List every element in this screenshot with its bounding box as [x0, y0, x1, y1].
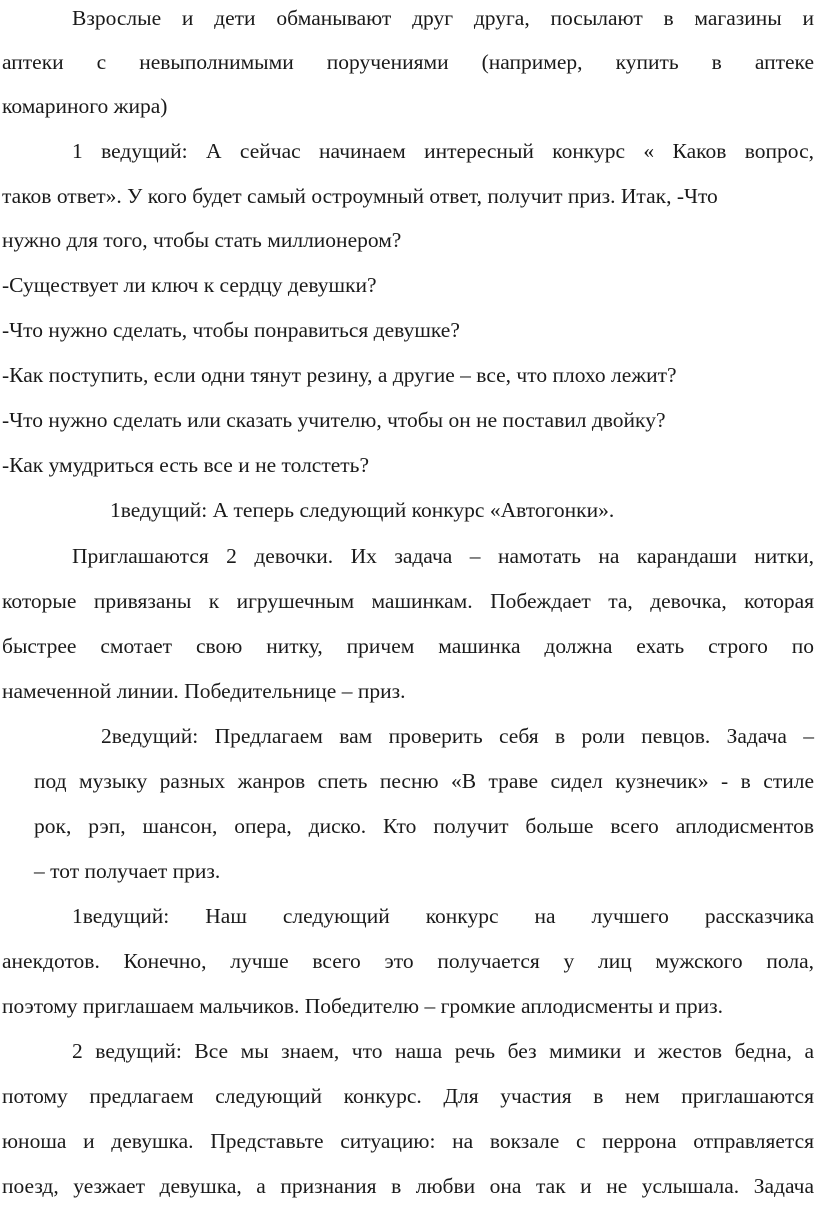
text-line: анекдотов. Конечно, лучше всего это получается у лиц мужского пола, [2, 949, 814, 973]
text-line: 1ведущий: А теперь следующий конкурс «Автогонки». [110, 498, 615, 522]
text-line: – тот получает приз. [34, 859, 221, 883]
text-line: 1 ведущий: А сейчас начинаем интересный конкурс « Каков вопрос, [72, 139, 814, 163]
text-line: юноша и девушка. Представьте ситуацию: на вокзале с перрона отправляется [2, 1129, 814, 1153]
text-line: быстрее смотает свою нитку, причем машинка должна ехать строго по [2, 634, 814, 658]
question-item: -Как поступить, если одни тянут резину, а другие – все, что плохо лежит? [2, 363, 677, 387]
text-line: аптеки с невыполнимыми поручениями (например, купить в аптеке [2, 50, 814, 74]
text-line: нужно для того, чтобы стать миллионером? [2, 228, 402, 252]
text-line: таков ответ». У кого будет самый остроумный ответ, получит приз. Итак, -Что [2, 184, 718, 208]
text-line: 2 ведущий: Все мы знаем, что наша речь без мимики и жестов бедна, а [72, 1039, 814, 1063]
question-item: -Что нужно сделать или сказать учителю, чтобы он не поставил двойку? [2, 408, 666, 432]
text-line: 2ведущий: Предлагаем вам проверить себя в роли певцов. Задача – [101, 724, 814, 748]
question-item: -Существует ли ключ к сердцу девушки? [2, 273, 377, 297]
text-line: под музыку разных жанров спеть песню «В траве сидел кузнечик» - в стиле [34, 769, 814, 793]
question-item: -Что нужно сделать, чтобы понравиться девушке? [2, 318, 460, 342]
text-line: 1ведущий: Наш следующий конкурс на лучшего рассказчика [72, 904, 814, 928]
text-line: потому предлагаем следующий конкурс. Для участия в нем приглашаются [2, 1084, 814, 1108]
question-item: -Как умудриться есть все и не толстеть? [2, 453, 370, 477]
text-line: Приглашаются 2 девочки. Их задача – намотать на карандаши нитки, [72, 544, 814, 568]
text-line: Взрослые и дети обманывают друг друга, посылают в магазины и [72, 6, 814, 30]
text-line: комариного жира) [2, 94, 168, 118]
text-line: поезд, уезжает девушка, а признания в любви она так и не услышала. Задача [2, 1174, 814, 1198]
text-line: поэтому приглашаем мальчиков. Победителю – громкие аплодисменты и приз. [2, 994, 723, 1018]
text-line: рок, рэп, шансон, опера, диско. Кто получит больше всего аплодисментов [34, 814, 814, 838]
text-line: которые привязаны к игрушечным машинкам. Побеждает та, девочка, которая [2, 589, 814, 613]
text-line: намеченной линии. Победительнице – приз. [2, 679, 406, 703]
